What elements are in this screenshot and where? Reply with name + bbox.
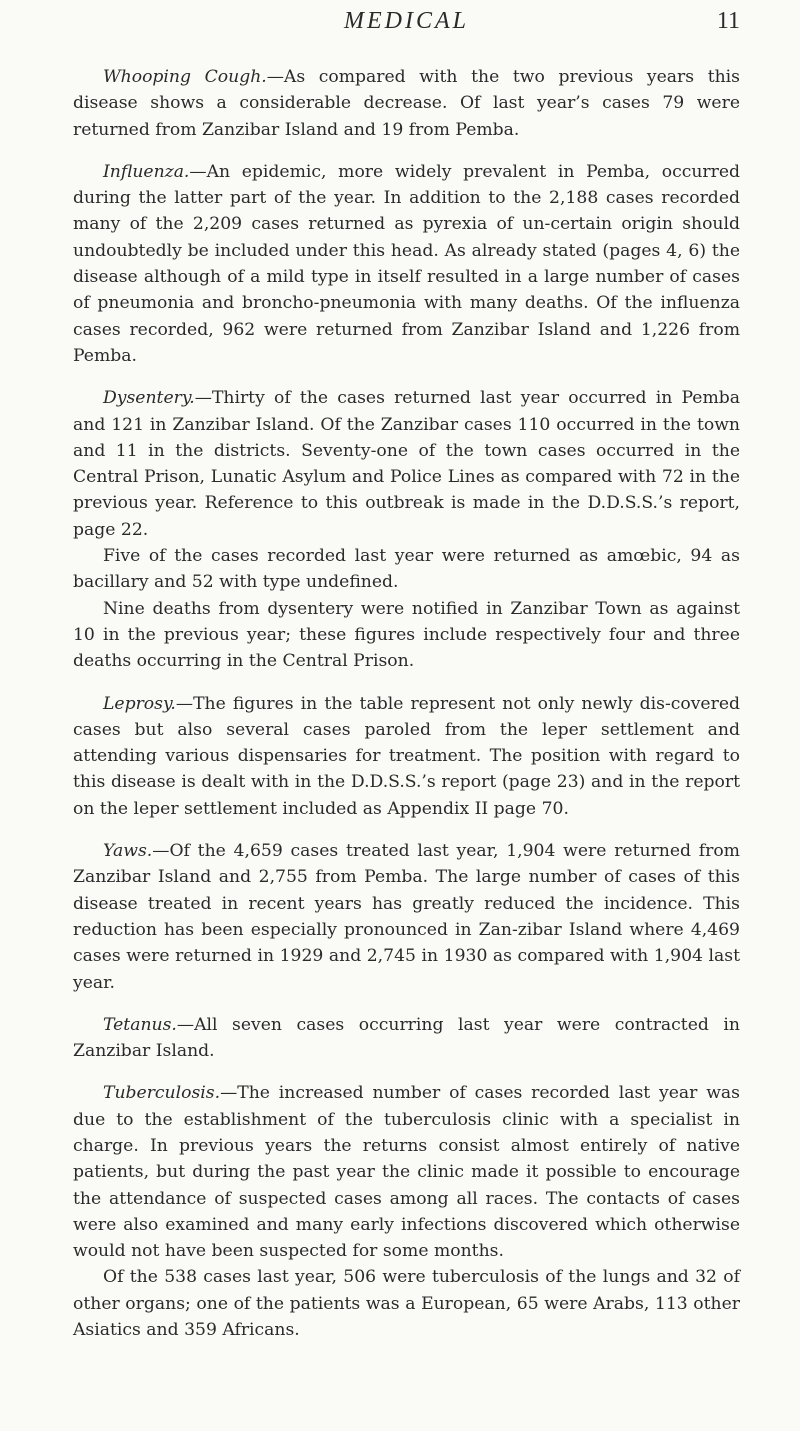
section-heading-leprosy: Leprosy. [103, 693, 176, 714]
paragraph-leprosy [73, 691, 740, 822]
running-title: MEDICAL [344, 8, 469, 34]
page-number: 11 [716, 8, 740, 34]
paragraph-dysentery [73, 385, 740, 543]
section-heading-dysentery: Dysentery. [103, 388, 195, 409]
section-heading-tuberculosis: Tuberculosis. [103, 1083, 221, 1104]
running-header [73, 0, 740, 58]
paragraph-yaws [73, 838, 740, 996]
paragraph-text: —The increased number of cases recorded last year was due to the establishment of the tuberculosis clinic with a specialist in charge. In previous years the returns consist almost entirely of native patients, but during the past year the clinic made it possible to encourage the attendance of suspected cases among all races. The contacts of cases were also examined and many early infections discovered which otherwise would not have been suspected for some months. [73, 1083, 740, 1262]
paragraph-tetanus [73, 1012, 740, 1065]
body-text [73, 64, 740, 1343]
paragraph-tuberculosis-cases: Of the 538 cases last year, 506 were tuberculosis of the lungs and 32 of other organs; one of the patients was a European, 65 were Arabs, 113 other Asiatics and 359 Africans. [73, 1267, 740, 1341]
paragraph-text: —Thirty of the cases returned last year occurred in Pemba and 121 in Zanzibar Island. Of the Zanzibar cases 110 occurred in the town and 11 in the districts. Seventy-one of the town cases occurred in the Central Prison, Lunatic Asylum and Police Lines as compared with 72 in the previous year. Reference to this outbreak is made in the D.D.S.S.’s report, page 22. [73, 388, 740, 540]
paragraph-text: —Of the 4,659 cases treated last year, 1,904 were returned from Zanzibar Island and 2,755 from Pemba. The large number of cases of this disease treated in recent years has greatly reduced the incidence. This reduction has been especially pronounced in Zan-zibar Island where 4,469 cases were returned in 1929 and 2,745 in 1930 as compared with 1,904 last year. [73, 841, 740, 993]
section-heading-yaws: Yaws. [103, 841, 153, 862]
paragraph-whooping-cough [73, 64, 740, 143]
paragraph-text: —As compared with the two previous years this disease shows a considerable decrease. Of last year’s cases 79 were returned from Zanzibar Island and 19 from Pemba. [73, 67, 740, 140]
paragraph-influenza [73, 159, 740, 369]
paragraph-tuberculosis [73, 1080, 740, 1264]
paragraph-text: —An epidemic, more widely prevalent in Pemba, occurred during the latter part of the year. In addition to the 2,188 cases recorded many of the 2,209 cases returned as pyrexia of un-certain origin should undoubtedly be included under this head. As already stated (pages 4, 6) the disease although of a mild type in itself resulted in a large number of cases of pneumonia and broncho-pneumonia with many deaths. Of the influenza cases recorded, 962 were returned from Zanzibar Island and 1,226 from Pemba. [73, 161, 740, 366]
paragraph-text: —All seven cases occurring last year were contracted in Zanzibar Island. [73, 1014, 740, 1062]
section-heading-whooping-cough: Whooping Cough. [103, 67, 267, 87]
section-heading-tetanus: Tetanus. [103, 1014, 177, 1035]
paragraph-text: —The figures in the table represent not only newly dis-covered cases but also several cases paroled from the leper settlement and attending various dispensaries for treatment. The position with regard to this disease is dealt with in the D.D.S.S.’s report (page 23) and in the report on the leper settlement included as Appendix II page 70. [73, 693, 740, 819]
section-heading-influenza: Influenza. [103, 161, 190, 182]
paragraph-dysentery-deaths: Nine deaths from dysentery were notified in Zanzibar Town as against 10 in the previous year; these figures include respectively four and three deaths occurring in the Central Prison. [73, 598, 740, 672]
paragraph-dysentery-types: Five of the cases recorded last year were returned as amœbic, 94 as bacillary and 52 with type undefined. [73, 546, 740, 593]
